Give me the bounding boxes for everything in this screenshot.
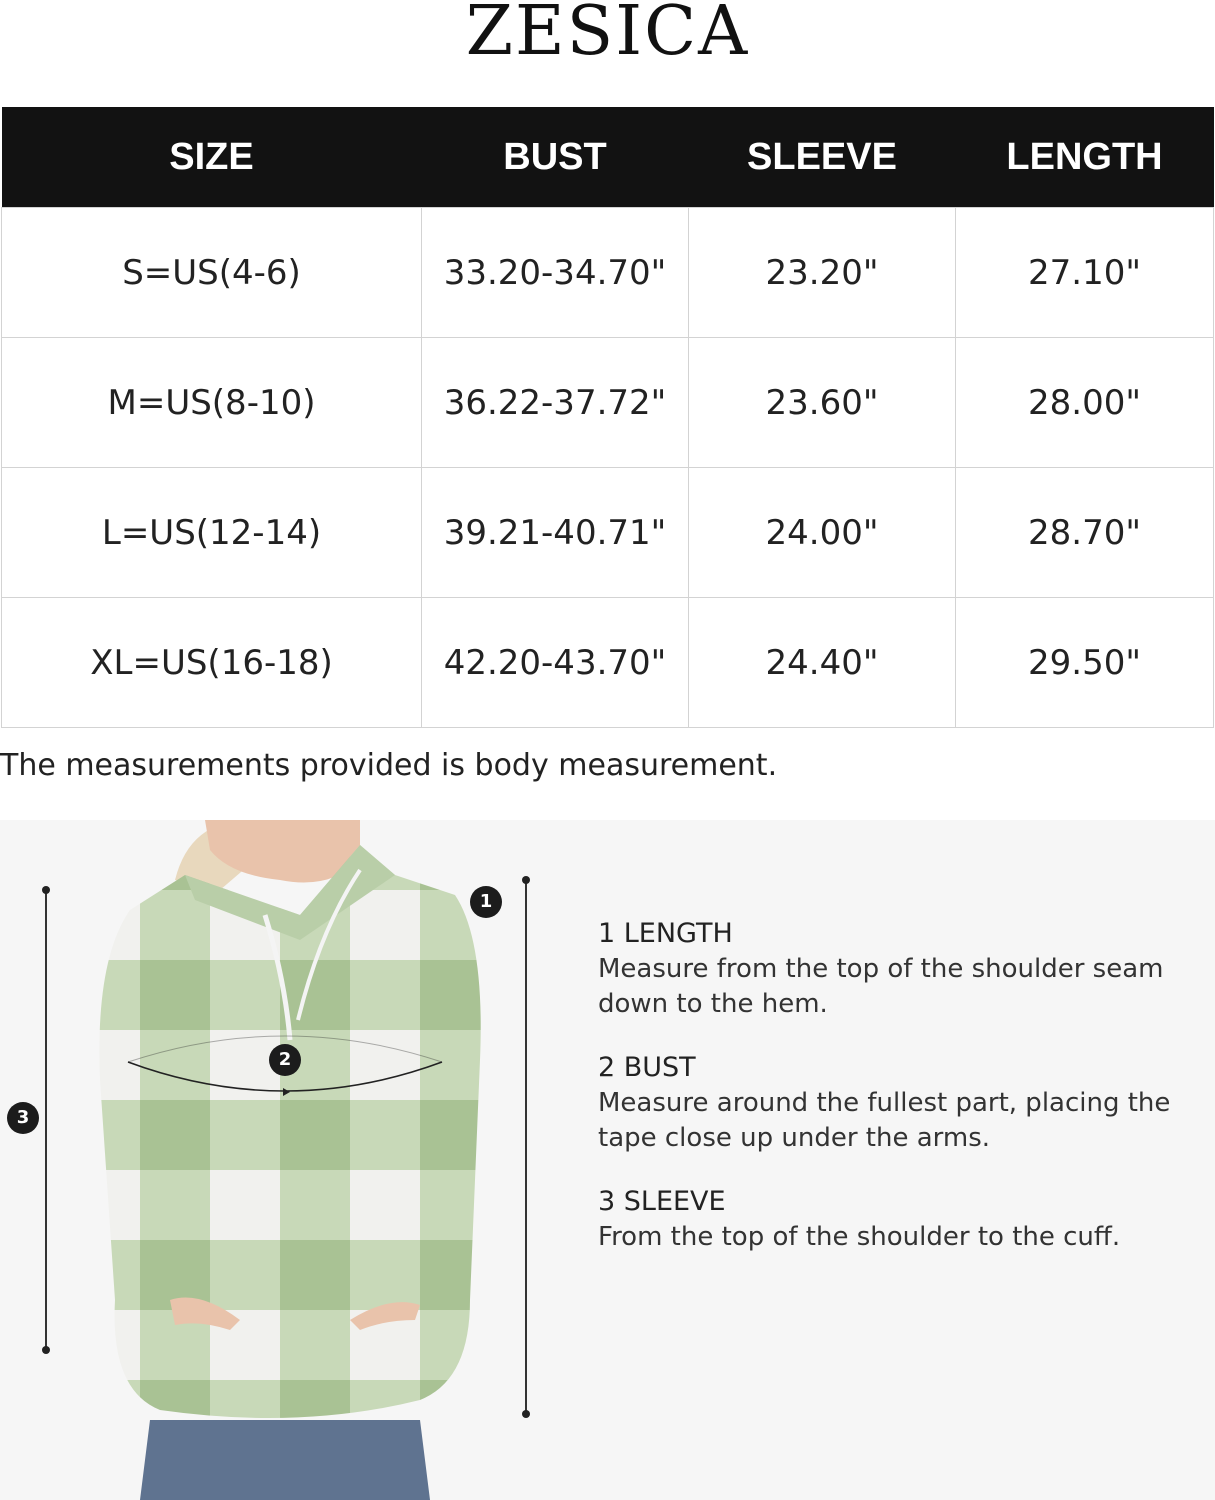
length-cell: 27.10" bbox=[956, 208, 1214, 338]
size-cell: M=US(8-10) bbox=[2, 338, 422, 468]
size-cell: S=US(4-6) bbox=[2, 208, 422, 338]
size-cell: XL=US(16-18) bbox=[2, 598, 422, 728]
length-guide-top-dot bbox=[522, 876, 530, 884]
marker-3-badge: 3 bbox=[7, 1102, 39, 1134]
bust-cell: 36.22-37.72" bbox=[422, 338, 689, 468]
size-cell: L=US(12-14) bbox=[2, 468, 422, 598]
length-guide-line bbox=[525, 880, 527, 1415]
table-row bbox=[2, 468, 1214, 598]
instruction-bust bbox=[598, 1050, 1178, 1156]
header-length: LENGTH bbox=[956, 107, 1214, 208]
bust-cell: 33.20-34.70" bbox=[422, 208, 689, 338]
instruction-description: From the top of the shoulder to the cuff. bbox=[598, 1222, 1121, 1252]
sleeve-guide-bottom-dot bbox=[42, 1346, 50, 1354]
sleeve-cell: 24.40" bbox=[689, 598, 956, 728]
length-cell: 28.00" bbox=[956, 338, 1214, 468]
measurement-guide-panel bbox=[0, 820, 1215, 1500]
instruction-length bbox=[598, 916, 1178, 1022]
header-bust: BUST bbox=[422, 107, 689, 208]
header-sleeve: SLEEVE bbox=[689, 107, 956, 208]
brand-logo: ZESICA bbox=[465, 0, 750, 71]
table-row bbox=[2, 208, 1214, 338]
table-row bbox=[2, 338, 1214, 468]
sleeve-cell: 23.20" bbox=[689, 208, 956, 338]
table-header-row bbox=[2, 107, 1214, 208]
table-row bbox=[2, 598, 1214, 728]
sleeve-cell: 24.00" bbox=[689, 468, 956, 598]
instruction-title: 3 SLEEVE bbox=[598, 1186, 726, 1217]
sleeve-guide-top-dot bbox=[42, 886, 50, 894]
length-cell: 29.50" bbox=[956, 598, 1214, 728]
bust-cell: 42.20-43.70" bbox=[422, 598, 689, 728]
bust-cell: 39.21-40.71" bbox=[422, 468, 689, 598]
length-cell: 28.70" bbox=[956, 468, 1214, 598]
marker-1-badge: 1 bbox=[470, 886, 502, 918]
sleeve-cell: 23.60" bbox=[689, 338, 956, 468]
instruction-description: Measure from the top of the shoulder seam down to the hem. bbox=[598, 954, 1164, 1019]
header-size: SIZE bbox=[2, 107, 422, 208]
instruction-title: 1 LENGTH bbox=[598, 918, 733, 949]
measurement-instructions bbox=[598, 916, 1178, 1283]
instruction-description: Measure around the fullest part, placing the tape close up under the arms. bbox=[598, 1088, 1171, 1153]
instruction-title: 2 BUST bbox=[598, 1052, 696, 1083]
size-chart-table bbox=[1, 107, 1214, 728]
instruction-sleeve bbox=[598, 1184, 1178, 1255]
jeans-shape bbox=[140, 1420, 430, 1500]
measurement-note: The measurements provided is body measurement. bbox=[0, 748, 778, 783]
sleeve-guide-line bbox=[45, 890, 47, 1350]
model-garment-illustration bbox=[0, 820, 520, 1500]
marker-2-badge: 2 bbox=[269, 1044, 301, 1076]
length-guide-bottom-dot bbox=[522, 1410, 530, 1418]
